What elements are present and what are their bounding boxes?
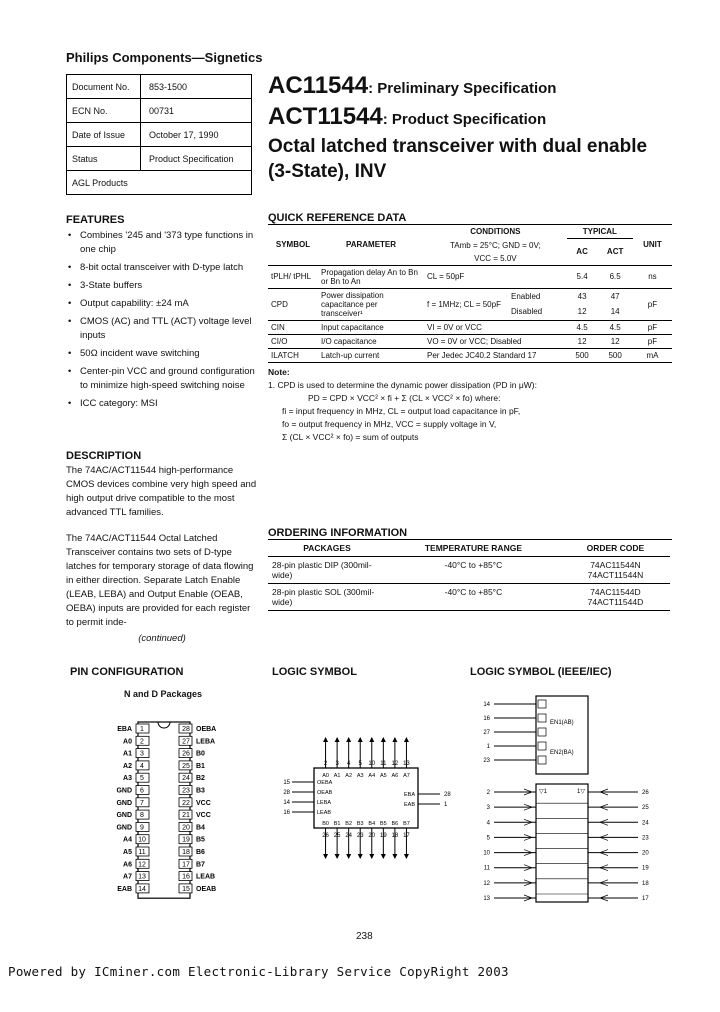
pin-number: 25 bbox=[642, 805, 649, 812]
pin-number: 12 bbox=[483, 880, 490, 887]
pin-number: 23 bbox=[356, 833, 364, 839]
pin-number: 3 bbox=[486, 805, 490, 812]
pin-name: EAB bbox=[117, 885, 132, 893]
gate-box bbox=[538, 742, 546, 750]
qrd-state-disabled: Disabled bbox=[511, 307, 543, 317]
qrd-condition: VI = 0V or VCC bbox=[427, 322, 482, 332]
pin-number: 11 bbox=[380, 761, 387, 767]
feature-item: • Output capability: ±24 mA bbox=[66, 297, 258, 311]
order-code: 74ACT11544D bbox=[587, 597, 644, 607]
qrd-unit: pF bbox=[633, 288, 672, 320]
feature-item: • ICC category: MSI bbox=[66, 397, 258, 411]
qrd-ac: 5.4 bbox=[576, 272, 588, 281]
pin-number: 10 bbox=[138, 836, 146, 844]
qrd-parameter: Latch-up current bbox=[321, 350, 380, 360]
pin-number: 16 bbox=[283, 810, 290, 816]
pin-number: 10 bbox=[368, 761, 376, 767]
part1: AC11544 bbox=[268, 72, 369, 99]
ordering-row bbox=[268, 557, 670, 584]
pin-label: EBA bbox=[403, 792, 415, 798]
pin-number: 12 bbox=[138, 861, 146, 869]
pin-number: 26 bbox=[322, 833, 329, 839]
order-codes bbox=[561, 557, 670, 584]
pin-number: 20 bbox=[642, 850, 649, 857]
order-temp: -40°C to +85°C bbox=[386, 557, 561, 584]
pin-label: A3 bbox=[356, 773, 364, 779]
note-line: 1. CPD is used to determine the dynamic power dissipation (PD in μW): bbox=[268, 379, 537, 390]
qrd-unit: mA bbox=[646, 350, 659, 360]
pin-name: B6 bbox=[196, 849, 205, 856]
marker-right: 1▽ bbox=[577, 789, 585, 795]
qrd-parameter: Input capacitance bbox=[321, 322, 384, 332]
pin-number: 20 bbox=[182, 824, 190, 832]
pin-config-heading: PIN CONFIGURATION bbox=[70, 666, 184, 678]
pin-label: B2 bbox=[345, 821, 353, 827]
qrd-act: 14 bbox=[610, 307, 620, 317]
pin-number: 22 bbox=[182, 799, 190, 807]
pin-arrow bbox=[392, 854, 397, 859]
pin-label: A7 bbox=[403, 773, 410, 779]
pin-number: 28 bbox=[283, 790, 290, 796]
pin-number: 10 bbox=[483, 850, 490, 857]
pin-number: 27 bbox=[483, 730, 490, 736]
pin-arrow bbox=[335, 737, 340, 742]
description-para-2: The 74AC/ACT11544 Octal Latched Transceiver contains two sets of D-type latches for temporary storage of data flowing in either direction. Separate Latch Enable (LEAB, LEBA) and Output Enable (OEAB, OEBA) inputs are provided for each register to permit inde- bbox=[66, 533, 254, 628]
pin-arrow bbox=[381, 854, 386, 859]
doc-value: October 17, 1990 bbox=[149, 129, 219, 140]
pin-arrow bbox=[346, 737, 351, 742]
part2: ACT11544 bbox=[268, 103, 383, 130]
pin-number: 2 bbox=[140, 738, 144, 746]
description-para-1: The 74AC/ACT11544 high-performance CMOS devices combine very high speed and high output drive compatible to the most advanced TTL families. bbox=[66, 465, 257, 518]
pin-number: 13 bbox=[138, 873, 146, 881]
pin-label: B0 bbox=[322, 821, 329, 827]
qrd-parameter: Power dissipation capacitance per transceiver¹ bbox=[318, 288, 424, 320]
doc-label: Document No. bbox=[67, 75, 141, 98]
pin-number: 19 bbox=[642, 865, 649, 872]
col-unit: UNIT bbox=[633, 225, 672, 265]
part1-spec: : Preliminary Specification bbox=[368, 80, 557, 97]
pin-label: B4 bbox=[368, 821, 376, 827]
col-symbol: SYMBOL bbox=[268, 225, 318, 265]
dip-package-diagram bbox=[80, 718, 240, 898]
pin-name: VCC bbox=[196, 812, 211, 820]
qrd-row bbox=[268, 348, 672, 362]
pin-arrow bbox=[335, 854, 340, 859]
col-packages: PACKAGES bbox=[268, 540, 386, 557]
pin-number: 14 bbox=[283, 800, 290, 806]
pin-number: 4 bbox=[140, 762, 144, 770]
pin-number: 23 bbox=[182, 787, 190, 795]
doc-row bbox=[67, 123, 251, 147]
pin-name: A6 bbox=[123, 861, 132, 869]
pin-name: GND bbox=[116, 799, 132, 807]
pin-name: GND bbox=[116, 787, 132, 795]
col-order-code: ORDER CODE bbox=[561, 540, 670, 557]
pin-number: 5 bbox=[486, 835, 490, 842]
pin-number: 5 bbox=[140, 775, 144, 783]
device-description-title: Octal latched transceiver with dual enable (3-State), INV bbox=[268, 136, 648, 182]
pin-name: LEBA bbox=[196, 738, 216, 746]
pin-number: 18 bbox=[182, 849, 190, 856]
feature-item: • 3-State buffers bbox=[66, 279, 258, 293]
pin-number: 23 bbox=[642, 835, 649, 842]
qrd-ac: 12 bbox=[577, 336, 587, 346]
pin-number: 3 bbox=[335, 761, 339, 767]
pin-number: 14 bbox=[138, 885, 146, 893]
pin-arrow bbox=[404, 854, 409, 859]
pin-name: A2 bbox=[123, 762, 132, 770]
order-package: 28-pin plastic SOL (300mil-wide) bbox=[268, 584, 386, 611]
pin-arrow bbox=[323, 854, 328, 859]
order-code: 74AC11544N bbox=[590, 560, 641, 570]
pin-name: B4 bbox=[196, 824, 205, 832]
pin-number: 2 bbox=[323, 761, 328, 767]
qrd-parameter: Propagation delay An to Bn or Bn to An bbox=[321, 267, 418, 286]
pin-name: OEBA bbox=[196, 726, 217, 733]
pin-number: 5 bbox=[358, 761, 362, 767]
qrd-row bbox=[268, 334, 672, 348]
part2-spec: : Product Specification bbox=[382, 111, 547, 128]
doc-value: 853-1500 bbox=[149, 81, 188, 92]
pin-number: 15 bbox=[182, 885, 190, 893]
qrd-condition: CL = 50pF bbox=[427, 272, 465, 281]
qrd-act: 12 bbox=[610, 336, 620, 346]
pin-label: B3 bbox=[356, 821, 364, 827]
cond-sub-1: TAmb = 25°C; GND = 0V; bbox=[449, 240, 541, 250]
pin-number: 15 bbox=[283, 780, 290, 786]
qrd-ac: 12 bbox=[577, 307, 587, 317]
doc-label: Status bbox=[67, 147, 141, 170]
qrd-ac: 43 bbox=[577, 291, 587, 301]
pin-name: A0 bbox=[123, 738, 132, 746]
ordering-header bbox=[268, 540, 670, 557]
pin-arrow bbox=[392, 737, 397, 742]
features-list bbox=[66, 229, 258, 411]
pin-label: A1 bbox=[333, 773, 341, 779]
pin-number: 16 bbox=[483, 716, 490, 722]
description-section bbox=[66, 450, 258, 646]
doc-value: 00731 bbox=[149, 105, 175, 116]
order-package: 28-pin plastic DIP (300mil-wide) bbox=[268, 557, 386, 584]
pin-name: B7 bbox=[196, 861, 205, 869]
qrd-state-enabled: Enabled bbox=[511, 291, 541, 301]
pin-name: A7 bbox=[123, 873, 132, 881]
data-block bbox=[536, 784, 588, 902]
pin-label: B6 bbox=[391, 821, 399, 827]
feature-item: • Center-pin VCC and ground configuration to minimize high-speed switching noise bbox=[66, 365, 258, 393]
pin-number: 3 bbox=[140, 750, 144, 758]
qrd-symbol: CIN bbox=[271, 322, 285, 332]
label-en2: EN2(BA) bbox=[550, 750, 574, 756]
pin-label: OEBA bbox=[317, 780, 333, 786]
description-heading: DESCRIPTION bbox=[66, 450, 142, 462]
pin-name: B3 bbox=[196, 787, 205, 795]
qrd-act: 500 bbox=[608, 350, 622, 360]
feature-item: • CMOS (AC) and TTL (ACT) voltage level inputs bbox=[66, 315, 258, 343]
pin-number: 24 bbox=[642, 820, 649, 827]
pin-number: 6 bbox=[140, 787, 144, 795]
pin-label: A4 bbox=[368, 773, 376, 779]
pin-name: GND bbox=[116, 824, 132, 832]
qrd-condition: Per Jedec JC40.2 Standard 17 bbox=[427, 350, 537, 360]
pin-name: B1 bbox=[196, 762, 205, 770]
pin-label: A0 bbox=[322, 773, 329, 779]
feature-item: • 8-bit octal transceiver with D-type latch bbox=[66, 261, 258, 275]
qrd-ac: 500 bbox=[575, 350, 589, 360]
qrd-act: 47 bbox=[610, 291, 620, 301]
pin-number: 17 bbox=[642, 896, 649, 902]
part-title-1 bbox=[268, 72, 556, 100]
pin-number: 4 bbox=[346, 761, 351, 767]
pin-number: 1 bbox=[444, 802, 448, 808]
qrd-row bbox=[268, 265, 672, 288]
col-conditions: CONDITIONS bbox=[470, 227, 521, 237]
pin-name: OEAB bbox=[196, 885, 217, 893]
doc-row bbox=[67, 75, 251, 99]
logic-symbol-heading: LOGIC SYMBOL bbox=[272, 666, 357, 678]
pin-label: B7 bbox=[403, 821, 410, 827]
qrd-condition: f = 1MHz; CL = 50pF bbox=[424, 288, 508, 320]
page-number: 238 bbox=[356, 931, 373, 942]
cond-sub-2: VCC = 5.0V bbox=[424, 252, 567, 266]
company-name: Philips Components—Signetics bbox=[66, 50, 263, 65]
pin-name: VCC bbox=[196, 799, 211, 807]
qrd-parameter: I/O capacitance bbox=[321, 336, 377, 346]
pin-number: 17 bbox=[182, 861, 190, 869]
pin-label: A2 bbox=[345, 773, 353, 779]
pin-number: 23 bbox=[483, 758, 490, 764]
col-typical: TYPICAL bbox=[567, 225, 633, 239]
pin-number: 1 bbox=[486, 744, 490, 750]
pin-number: 18 bbox=[642, 880, 649, 887]
pin-name: A1 bbox=[123, 750, 132, 758]
pin-label: OEAB bbox=[317, 790, 333, 796]
pin-name: B0 bbox=[196, 750, 205, 758]
pin-number: 19 bbox=[182, 836, 190, 844]
marker-left: ▽1 bbox=[539, 789, 547, 795]
qrd-unit: pF bbox=[647, 336, 658, 346]
doc-row bbox=[67, 99, 251, 123]
feature-item: • Combines '245 and '373 type functions in one chip bbox=[66, 229, 258, 257]
doc-label: Date of Issue bbox=[67, 123, 141, 146]
note-line: Σ (CL × VCC² × fo) = sum of outputs bbox=[282, 431, 419, 442]
continued-note: (continued) bbox=[138, 633, 186, 644]
qrd-symbol: CPD bbox=[268, 288, 318, 320]
quick-reference-heading: QUICK REFERENCE DATA bbox=[268, 212, 672, 225]
pin-arrow bbox=[404, 737, 409, 742]
col-ac: AC bbox=[567, 239, 598, 266]
note-line: fo = output frequency in MHz, VCC = supply voltage in V, bbox=[282, 418, 497, 429]
gate-box bbox=[538, 700, 546, 708]
qrd-condition: VO = 0V or VCC; Disabled bbox=[427, 336, 522, 346]
pin-number: 4 bbox=[486, 820, 490, 827]
order-code: 74AC11544D bbox=[590, 587, 641, 597]
footer-credit: Powered by ICminer.com Electronic-Library Service CopyRight 2003 bbox=[8, 964, 509, 979]
pin-label: A5 bbox=[379, 773, 387, 779]
pin-number: 11 bbox=[483, 865, 490, 872]
pin-number: 8 bbox=[140, 812, 144, 820]
pin-number: 9 bbox=[140, 824, 144, 832]
notes-heading: Note: bbox=[268, 366, 290, 377]
features-heading: FEATURES bbox=[66, 214, 125, 226]
pin-name: EBA bbox=[117, 726, 132, 733]
qrd-unit: pF bbox=[647, 322, 658, 332]
pin-arrow bbox=[369, 854, 374, 859]
col-parameter: PARAMETER bbox=[318, 225, 424, 265]
ordering-section bbox=[268, 527, 672, 611]
col-temperature: TEMPERATURE RANGE bbox=[386, 540, 561, 557]
qrd-symbol: CI/O bbox=[271, 336, 288, 346]
logic-symbol-diagram bbox=[276, 732, 456, 872]
gate-box bbox=[538, 756, 546, 764]
doc-group: AGL Products bbox=[72, 177, 128, 188]
col-act: ACT bbox=[597, 239, 633, 266]
pin-name: B5 bbox=[196, 836, 205, 844]
gate-box bbox=[538, 728, 546, 736]
pin-arrow bbox=[358, 854, 363, 859]
dip-notch bbox=[158, 722, 170, 728]
doc-label: ECN No. bbox=[67, 99, 141, 122]
pin-number: 13 bbox=[403, 761, 410, 767]
pin-number: 24 bbox=[345, 833, 353, 839]
note-line: PD = CPD × VCC² × fi + Σ (CL × VCC² × fo) where: bbox=[308, 392, 501, 403]
pin-number: 20 bbox=[368, 833, 376, 839]
notes bbox=[268, 366, 672, 444]
pin-label: EAB bbox=[403, 802, 415, 808]
pin-number: 25 bbox=[182, 762, 190, 770]
pin-arrow bbox=[346, 854, 351, 859]
pin-number: 2 bbox=[486, 790, 490, 796]
pin-number: 26 bbox=[182, 750, 190, 758]
pin-number: 13 bbox=[483, 896, 490, 902]
pin-number: 18 bbox=[391, 833, 399, 839]
pin-config-subtitle: N and D Packages bbox=[124, 689, 203, 699]
qrd-symbol: ILATCH bbox=[271, 350, 299, 360]
pin-number: 11 bbox=[138, 849, 146, 856]
pin-name: GND bbox=[116, 812, 132, 820]
pin-number: 1 bbox=[140, 726, 144, 733]
pin-name: LEAB bbox=[196, 873, 216, 881]
pin-label: LEBA bbox=[317, 800, 332, 806]
pin-number: 28 bbox=[444, 792, 451, 798]
pin-arrow bbox=[358, 737, 363, 742]
ieee-logic-symbol-diagram bbox=[484, 694, 674, 914]
quick-reference-section bbox=[268, 212, 672, 444]
doc-value: Product Specification bbox=[149, 153, 234, 164]
document-info-table bbox=[66, 74, 252, 195]
note-line: fi = input frequency in MHz, CL = output load capacitance in pF, bbox=[282, 405, 521, 416]
pin-number: 25 bbox=[333, 833, 341, 839]
pin-number: 7 bbox=[140, 799, 144, 807]
qrd-ac: 4.5 bbox=[576, 322, 588, 332]
qrd-unit: ns bbox=[648, 272, 657, 281]
pin-number: 17 bbox=[403, 833, 410, 839]
label-en1: EN1(AB) bbox=[550, 720, 574, 726]
pin-arrow bbox=[369, 737, 374, 742]
qrd-symbol: tPLH/ tPHL bbox=[271, 272, 312, 281]
pin-name: A3 bbox=[123, 775, 132, 783]
ordering-table bbox=[268, 540, 670, 611]
pin-number: 27 bbox=[182, 738, 190, 746]
qrd-act: 6.5 bbox=[609, 272, 621, 281]
pin-number: 28 bbox=[182, 726, 190, 733]
pin-arrow bbox=[323, 737, 328, 742]
pin-number: 16 bbox=[182, 873, 190, 881]
order-code: 74ACT11544N bbox=[587, 570, 644, 580]
order-codes bbox=[561, 584, 670, 611]
pin-label: B1 bbox=[333, 821, 341, 827]
pin-label: LEAB bbox=[317, 810, 332, 816]
qrd-row bbox=[268, 320, 672, 334]
features-section bbox=[66, 214, 258, 415]
part-title-2 bbox=[268, 103, 546, 131]
ieee-symbol-heading: LOGIC SYMBOL (IEEE/IEC) bbox=[470, 666, 612, 678]
pin-arrow bbox=[381, 737, 386, 742]
feature-item: • 50Ω incident wave switching bbox=[66, 347, 258, 361]
ordering-row bbox=[268, 584, 670, 611]
pin-config-section bbox=[70, 666, 183, 678]
quick-reference-table bbox=[268, 225, 672, 363]
pin-label: B5 bbox=[379, 821, 387, 827]
pin-name: A4 bbox=[123, 836, 132, 844]
pin-number: 26 bbox=[642, 790, 649, 796]
pin-number: 14 bbox=[483, 702, 490, 708]
pin-number: 21 bbox=[182, 812, 190, 820]
ordering-heading: ORDERING INFORMATION bbox=[268, 527, 672, 540]
pin-label: A6 bbox=[391, 773, 399, 779]
gate-box bbox=[538, 714, 546, 722]
doc-row bbox=[67, 147, 251, 171]
pin-number: 19 bbox=[379, 833, 387, 839]
pin-number: 24 bbox=[182, 775, 190, 783]
qrd-act: 4.5 bbox=[609, 322, 621, 332]
pin-name: B2 bbox=[196, 775, 205, 783]
qrd-row bbox=[268, 288, 672, 304]
pin-number: 12 bbox=[391, 761, 399, 767]
pin-name: A5 bbox=[123, 849, 132, 856]
order-temp: -40°C to +85°C bbox=[386, 584, 561, 611]
